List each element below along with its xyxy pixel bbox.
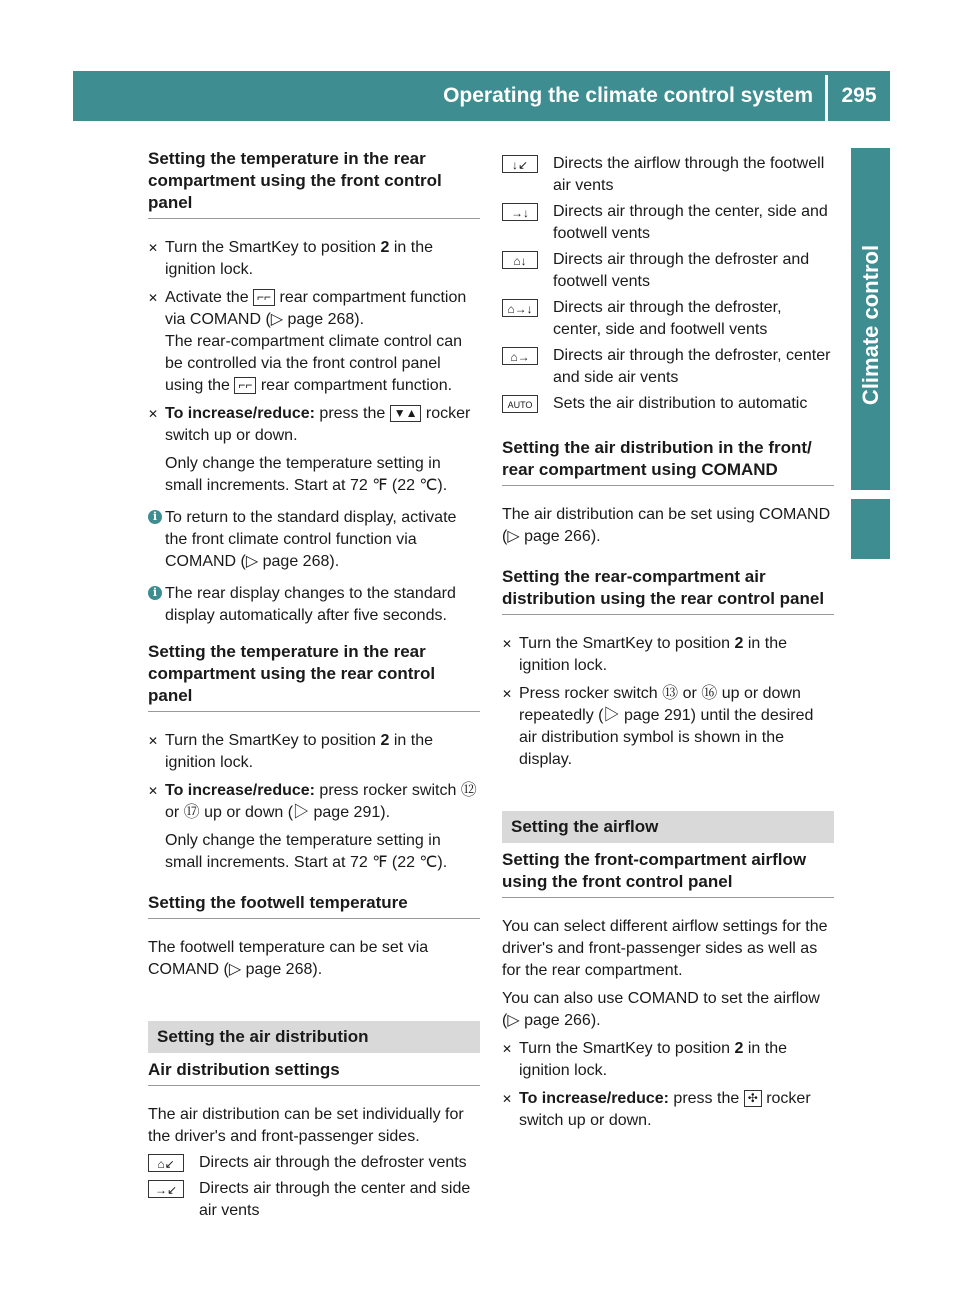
heading-rear-temp-rear-panel: Setting the temperature in the rear compartment using the rear control panel — [148, 641, 480, 712]
step-arrow-icon: ✕ — [148, 784, 159, 798]
defroster-vent-icon: ⌂↙ — [148, 1154, 184, 1172]
heading-footwell-temp: Setting the footwell temperature — [148, 892, 480, 919]
info-note: i The rear display changes to the standard display automatically after five seconds. — [148, 583, 480, 627]
dist-row-all-vents: ⌂→↓ Directs air through the defroster, center, side and footwell vents — [502, 297, 834, 341]
heading-front-airflow: Setting the front-compartment airflow using the front control panel — [502, 849, 834, 898]
dist-row-defroster-center-side: ⌂→ Directs air through the defroster, center and side air vents — [502, 345, 834, 389]
defroster-footwell-vent-icon: ⌂↓ — [502, 251, 538, 269]
page-number: 295 — [841, 84, 877, 107]
chapter-tab-label: Climate control — [858, 244, 884, 406]
footwell-text: The footwell temperature can be set via COMAND (▷ page 268). — [148, 939, 429, 978]
step-arrow-icon: ✕ — [148, 407, 159, 421]
step-smartkey: ✕ Turn the SmartKey to position 2 in the ignition lock. — [148, 732, 434, 771]
footwell-vent-icon: ↓↙ — [502, 155, 538, 173]
rear-compartment-icon: ⌐⌐ — [234, 377, 256, 394]
step-smartkey: ✕ Turn the SmartKey to position 2 in the ignition lock. — [502, 635, 788, 674]
step-arrow-icon: ✕ — [502, 687, 513, 701]
step-arrow-icon: ✕ — [148, 291, 159, 305]
center-side-vent-icon: →↙ — [148, 1180, 184, 1198]
info-note: i To return to the standard display, activate the front climate control function via COMAND (▷ page 268). — [148, 507, 480, 573]
dist-row-footwell: ↓↙ Directs the airflow through the footwell air vents — [502, 153, 834, 197]
step-arrow-icon: ✕ — [502, 1092, 513, 1106]
rocker-switch-icon: ▼▲ — [390, 405, 422, 422]
heading-air-dist-comand: Setting the air distribution in the front/ rear compartment using COMAND — [502, 437, 834, 486]
defroster-center-side-vent-icon: ⌂→ — [502, 347, 538, 365]
step-arrow-icon: ✕ — [148, 734, 159, 748]
airflow-text: You can select different airflow settings for the driver's and front-passenger sides as well as for the rear compartment. — [502, 918, 828, 979]
page-header — [73, 71, 890, 121]
heading-rear-air-dist-rear-panel: Setting the rear-compartment air distribution using the rear control panel — [502, 566, 834, 615]
step-increase-reduce: ✕ To increase/reduce: press the ✣ rocker switch up or down. — [502, 1090, 811, 1129]
section-box-air-distribution: Setting the air distribution — [148, 1021, 480, 1053]
left-column — [148, 148, 480, 1222]
air-distribution-text: The air distribution can be set individually for the driver's and front-passenger sides. — [148, 1106, 464, 1145]
heading-air-distribution-settings: Air distribution settings — [148, 1059, 480, 1086]
step-increase-reduce: ✕ To increase/reduce: press rocker switch ⑫ or ⑰ up or down (▷ page 291). Only change the temperature setting in small increments. Start at 72 ℉ (22 ℃). — [148, 782, 477, 871]
airflow-fan-icon: ✣ — [744, 1090, 762, 1107]
heading-rear-temp-front-panel: Setting the temperature in the rear compartment using the front control panel — [148, 148, 480, 219]
dist-row-center-side-footwell: →↓ Directs air through the center, side and footwell vents — [502, 201, 834, 245]
dist-row-center-side: →↙ Directs air through the center and side air vents — [148, 1178, 480, 1222]
step-smartkey: ✕ Turn the SmartKey to position 2 in the ignition lock. — [502, 1040, 788, 1079]
section-title: Operating the climate control system — [443, 84, 813, 107]
info-icon: i — [148, 586, 162, 600]
dist-row-defroster-footwell: ⌂↓ Directs air through the defroster and footwell vents — [502, 249, 834, 293]
dist-row-defroster: ⌂↙ Directs air through the defroster vents — [148, 1152, 480, 1174]
rear-compartment-icon: ⌐⌐ — [253, 289, 275, 306]
info-icon: i — [148, 510, 162, 524]
all-vents-icon: ⌂→↓ — [502, 299, 538, 317]
center-side-footwell-vent-icon: →↓ — [502, 203, 538, 221]
comand-text: The air distribution can be set using COMAND (▷ page 266). — [502, 506, 831, 545]
step-activate-rear: ✕ Activate the ⌐⌐ rear compartment function via COMAND (▷ page 268). The rear-compartment climate control can be controlled via the front control panel using the ⌐⌐ rear compartment function. — [148, 289, 467, 394]
right-column — [502, 148, 834, 1132]
step-increase-reduce: ✕ To increase/reduce: press the ▼▲ rocker switch up or down. Only change the temperature setting in small increments. Start at 72 ℉ (22 ℃). — [148, 405, 471, 494]
step-arrow-icon: ✕ — [148, 241, 159, 255]
airflow-comand-text: You can also use COMAND to set the airflow (▷ page 266). — [502, 990, 820, 1029]
chapter-tab-block — [851, 499, 890, 559]
section-box-airflow: Setting the airflow — [502, 811, 834, 843]
step-press-rocker: ✕ Press rocker switch ⑬ or ⑯ up or down repeatedly (▷ page 291) until the desired air distribution symbol is shown in the display. — [502, 685, 814, 768]
step-arrow-icon: ✕ — [502, 1042, 513, 1056]
step-arrow-icon: ✕ — [502, 637, 513, 651]
dist-row-auto: AUTO Sets the air distribution to automatic — [502, 393, 834, 415]
step-smartkey: ✕ Turn the SmartKey to position 2 in the ignition lock. — [148, 239, 434, 278]
auto-distribution-icon: AUTO — [502, 395, 538, 413]
